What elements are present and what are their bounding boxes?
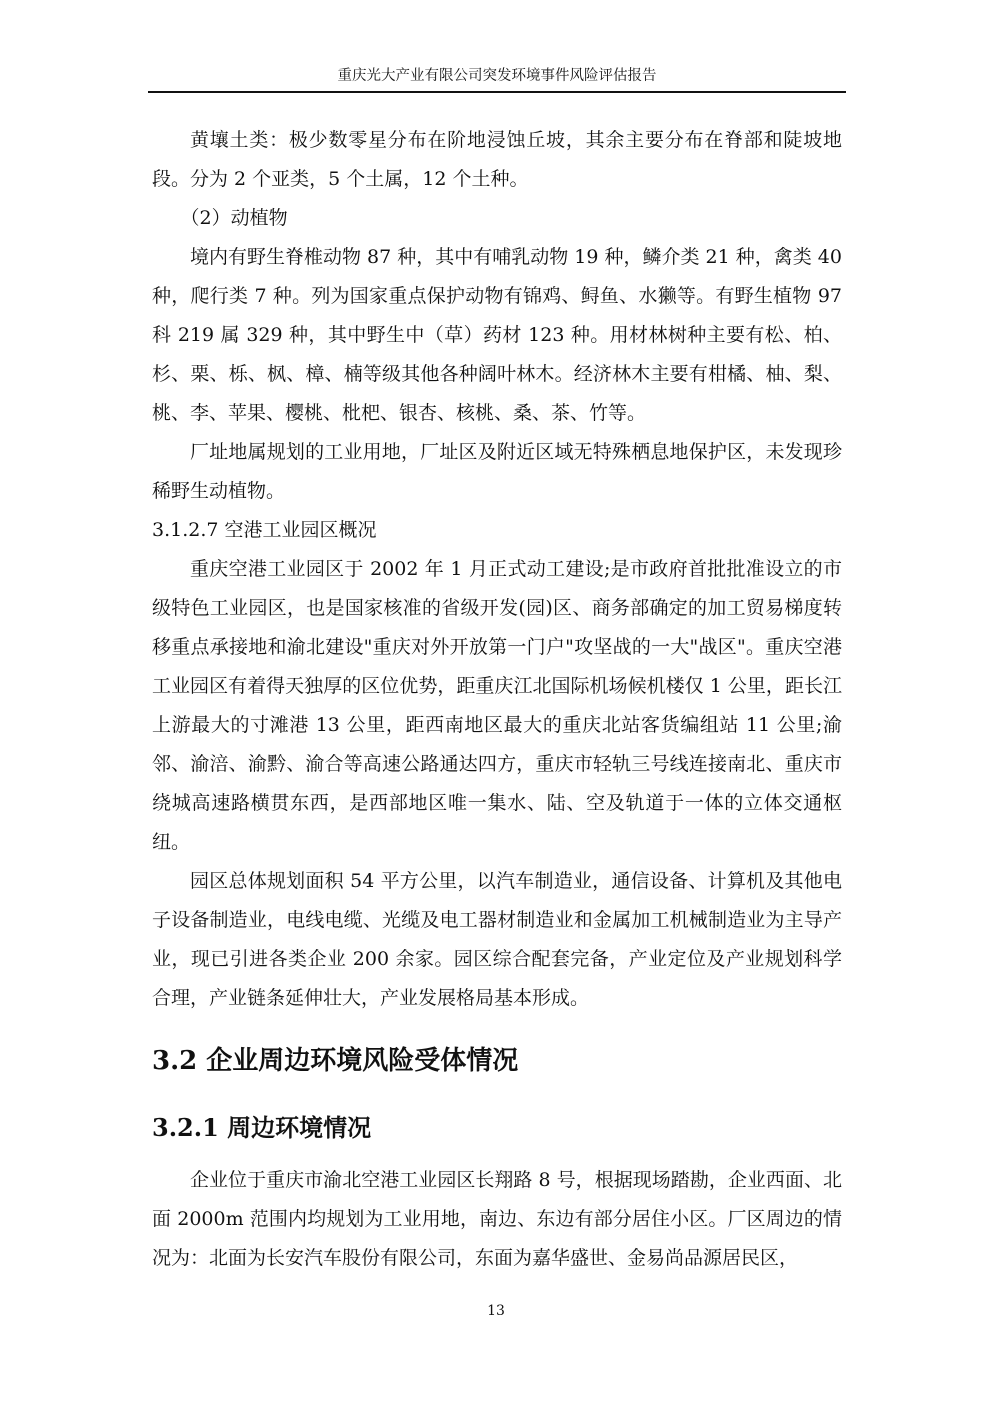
paragraph-airport-park-overview: 重庆空港工业园区于 2002 年 1 月正式动工建设;是市政府首批批准设立的市级特色工业园区，也是国家核准的省级开发(园)区、商务部确定的加工贸易梯度转移重点承接地和渝北建设"重庆对外开放第一门户"攻坚战的一大"战区"。重庆空港工业园区有着得天独厚的区位优势，距重庆江北国际机场候机楼仅 1 公里，距长江上游最大的寸滩港 13 公里，距西南地区最大的重庆北站客货编组站 11 公里;渝邻、渝涪、渝黔、渝合等高速公路通达四方，重庆市轻轨三号线连接南北、重庆市绕城高速路横贯东西，是西部地区唯一集水、陆、空及轨道于一体的立体交通枢纽。: [152, 558, 842, 853]
paragraph-site-land-use: 厂址地属规划的工业用地，厂址区及附近区域无特殊栖息地保护区，未发现珍稀野生动植物。: [152, 441, 842, 502]
document-body: [152, 121, 842, 1278]
header-divider: [148, 91, 846, 93]
page-number: 13: [487, 1303, 505, 1319]
paragraph-wildlife: 境内有野生脊椎动物 87 种，其中有哺乳动物 19 种，鳞介类 21 种，禽类 40 种，爬行类 7 种。列为国家重点保护动物有锦鸡、鲟鱼、水獭等。有野生植物 97 科 219 属 329 种，其中野生中（草）药材 123 种。用材林树种主要有松、柏、杉、栗、栎、枫、樟、楠等级其他各种阔叶林木。经济林木主要有柑橘、柚、梨、桃、李、苹果、樱桃、枇杷、银杏、核桃、桑、茶、竹等。: [152, 246, 842, 424]
paragraph-yellow-soil: 黄壤土类：极少数零星分布在阶地浸蚀丘坡，其余主要分布在脊部和陡坡地段。分为 2 个亚类，5 个土属，12 个土种。: [152, 129, 842, 190]
paragraph-park-planning: 园区总体规划面积 54 平方公里，以汽车制造业，通信设备、计算机及其他电子设备制造业，电线电缆、光缆及电工器材制造业和金属加工机械制造业为主导产业，现已引进各类企业 200 余家。园区综合配套完备，产业定位及产业规划科学合理，产业链条延伸壮大，产业发展格局基本形成。: [152, 870, 842, 1009]
section-heading-3-2-1: 3.2.1 周边环境情况: [152, 1113, 372, 1142]
header-title: 重庆光大产业有限公司突发环境事件风险评估报告: [337, 68, 657, 84]
section-heading-3-2: 3.2 企业周边环境风险受体情况: [152, 1046, 519, 1076]
subheading-flora-fauna: （2）动植物: [180, 207, 288, 229]
section-heading-3-1-2-7: 3.1.2.7 空港工业园区概况: [152, 519, 377, 541]
paragraph-surroundings: 企业位于重庆市渝北空港工业园区长翔路 8 号，根据现场踏勘，企业西面、北面 2000m 范围内均规划为工业用地，南边、东边有部分居住小区。厂区周边的情况为：北面为长安汽车股份有限公司，东面为嘉华盛世、金易尚品源居民区，: [152, 1169, 842, 1269]
